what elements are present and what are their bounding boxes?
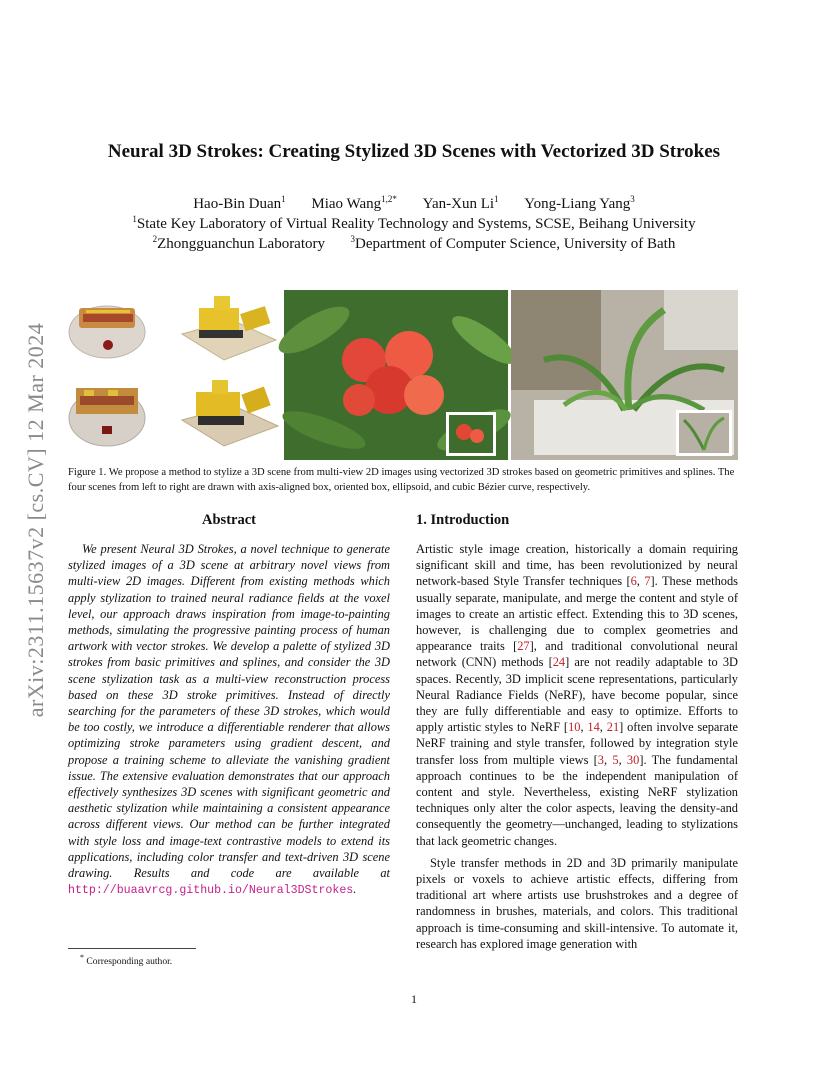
abstract-end: .: [353, 882, 357, 897]
footnote-divider: [68, 948, 196, 949]
author-1: [193, 196, 285, 212]
flower-panel: [272, 290, 522, 460]
affiliation-mark: 2: [152, 234, 158, 244]
hotdog-panel: [69, 306, 145, 446]
abstract-body: [68, 541, 390, 899]
intro-text: ,: [636, 574, 645, 589]
intro-text: ,: [599, 720, 607, 735]
author-2: [311, 196, 397, 212]
intro-text: ,: [604, 752, 613, 767]
author-name: Yong-Liang Yang: [524, 196, 631, 212]
paper-title: Neural 3D Strokes: Creating Stylized 3D Scenes with Vectorized 3D Strokes: [107, 141, 721, 162]
citation-link[interactable]: 14: [587, 720, 600, 735]
citation-link[interactable]: 7: [644, 574, 651, 589]
intro-text: ]. These methods usually separate, manipulate, and merge the content and style of images to create an artistic effect. Extending this to 3D scenes, however, is challenging due to complex geometries and appearance traits [: [416, 574, 738, 654]
author-name: Miao Wang: [311, 196, 382, 212]
affiliation-mark: 1: [132, 214, 137, 224]
arxiv-identifier-text: arXiv:2311.15637v2 [cs.CV] 12 Mar 2024: [23, 322, 48, 718]
affiliation-text: Department of Computer Science, University of Bath: [355, 236, 676, 252]
introduction-heading: 1. Introduction: [416, 512, 510, 528]
plant-panel: [511, 290, 738, 460]
citation-link[interactable]: 3: [597, 752, 604, 767]
affiliation-line-1: [0, 214, 828, 233]
author-affiliation-mark: 1: [281, 194, 286, 204]
citation-link[interactable]: 21: [606, 720, 620, 735]
citation-link[interactable]: 5: [612, 752, 619, 767]
footnote-mark: *: [80, 953, 84, 962]
citation-link[interactable]: 10: [568, 720, 581, 735]
intro-text: ] are not readily adaptable to 3D spaces. Recently, 3D implicit scene representations, particularly Neural Radiance Fields (NeRF), have become popular, since they are fully differentiable and easy to optimize. Efforts to apply artistic styles to NeRF [: [416, 655, 738, 735]
citation-link[interactable]: 6: [630, 574, 637, 589]
intro-text: ,: [618, 752, 627, 767]
author-affiliation-mark: 1,2*: [381, 194, 397, 204]
figure-caption: Figure 1. We propose a method to stylize a 3D scene from multi-view 2D images using vectorized 3D strokes based on geometric primitives and splines. The four scenes from left to right are drawn with axis-aligned box, oriented box, ellipsoid, and cubic Bézier curve, respectively.: [68, 467, 735, 493]
intro-text: ]. The fundamental approach continues to be the independent manipulation of content and style. Nevertheless, existing NeRF stylization techniques only alter the color aspects, leaving the density-and consequently the geometry—unchanged, leading to stylizations that lack geometric changes.: [416, 752, 739, 848]
intro-text: ], and traditional convolutional neural network (CNN) methods [: [416, 639, 738, 670]
author-name: Yan-Xun Li: [422, 196, 495, 212]
teaser-figure: [64, 290, 738, 460]
author-name: Hao-Bin Duan: [193, 196, 282, 212]
abstract-heading: Abstract: [202, 512, 256, 528]
citation-link[interactable]: 27: [517, 639, 530, 654]
author-list: [0, 194, 828, 213]
citation-link[interactable]: 30: [626, 752, 640, 767]
author-3: [423, 196, 499, 212]
author-affiliation-mark: 1: [494, 194, 499, 204]
page-number: 1: [411, 992, 417, 1006]
affiliation-line-2: [0, 234, 828, 253]
footnote: [80, 953, 172, 967]
lego-panel: [182, 296, 278, 446]
affiliation-text: Zhongguanchun Laboratory: [157, 236, 326, 252]
footnote-text: Corresponding author.: [86, 956, 173, 968]
author-4: [524, 196, 635, 212]
introduction-body: [416, 541, 738, 952]
intro-paragraph-1: [416, 541, 738, 849]
intro-text: ] often involve separate NeRF training and style transfer, followed by integration style transfer loss from multiple views [: [416, 720, 739, 767]
intro-paragraph-2: Style transfer methods in 2D and 3D primarily manipulate pixels or voxels to achieve artistic effects, differing from traditional art where artists use brushstrokes and a degree of randomness in brushes, materials, and colors. This traditional approach is time-consuming and skill-intensive. To automate it, research has explored image generation with: [416, 855, 738, 951]
author-affiliation-mark: 3: [630, 194, 635, 204]
affiliation-text: State Key Laboratory of Virtual Reality Technology and Systems, SCSE, Beihang University: [136, 216, 696, 232]
citation-link[interactable]: 24: [552, 655, 566, 670]
intro-text: ,: [580, 720, 588, 735]
project-url-link[interactable]: http://buaavrcg.github.io/Neural3DStrokes: [68, 884, 354, 898]
intro-text: Artistic style image creation, historically a domain requiring significant skill and time, has been revolutionized by neural network-based Style Transfer techniques [: [416, 542, 738, 589]
affiliation-mark: 3: [350, 234, 356, 244]
arxiv-side-identifier: [16, 280, 56, 760]
abstract-text: We present Neural 3D Strokes, a novel technique to generate stylized images of a 3D scene at arbitrary novel views from multi-view 2D images. Different from existing methods which apply stylization to trained neural radiance fields at the voxel level, our approach draws inspiration from image-to-painting methods, simulating the progressive painting process of human artwork with vector strokes. We develop a palette of stylized 3D strokes from basic primitives and splines, and consider the 3D scene stylization task as a multi-view reconstruction process based on these 3D stroke primitives. Instead of directly searching for the parameters of these 3D strokes, which would be too costly, we introduce a differentiable renderer that allows optimizing stroke parameters using gradient descent, and propose a training scheme to alleviate the vanishing gradient issue. The extensive evaluation demonstrates that our approach effectively synthesizes 3D scenes with significant geometric and aesthetic stylization while maintaining a consistent appearance across different views. Our method can be further integrated with style loss and image-text contrastive models to extend its applications, including color transfer and text-driven 3D scene drawing. Results and code are available at: [68, 542, 390, 881]
